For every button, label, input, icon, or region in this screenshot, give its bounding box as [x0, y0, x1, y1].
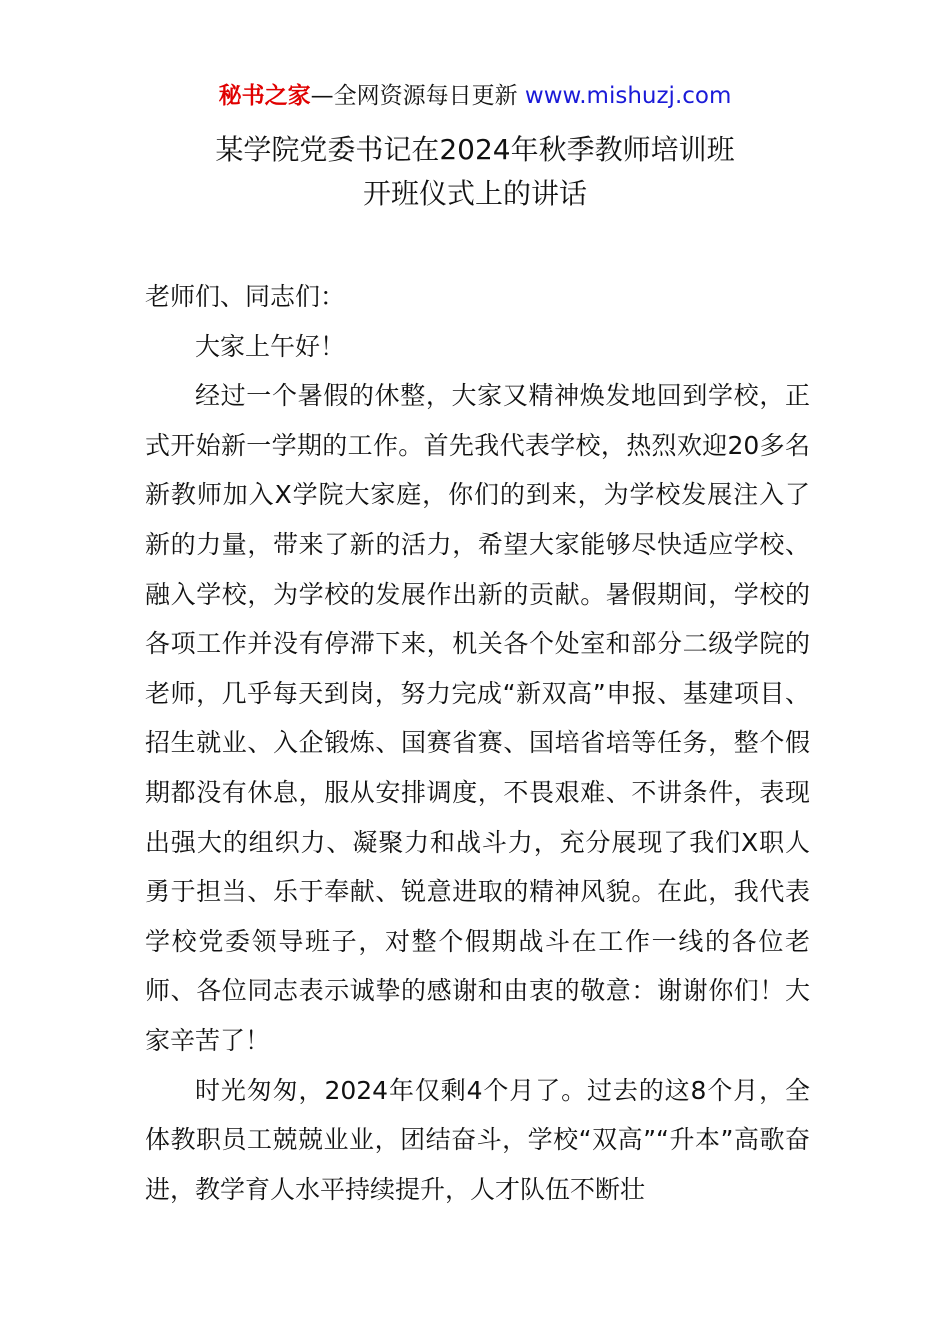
banner-url-link[interactable]: www.mishuzj.com — [524, 83, 732, 109]
paragraph-2: 时光匆匆，2024年仅剩4个月了。过去的这8个月，全体教职员工兢兢业业，团结奋斗，学校“双高”“升本”高歌奋进，教学育人水平持续提升，人才队伍不断壮 — [145, 1075, 810, 1204]
greeting: 大家上午好！ — [195, 331, 346, 361]
document-title — [0, 128, 950, 216]
site-banner — [0, 80, 950, 112]
banner-tagline: —全网资源每日更新 — [310, 83, 518, 109]
document-body — [145, 272, 810, 1214]
paragraph-1: 经过一个暑假的休整，大家又精神焕发地回到学校，正式开始新一学期的工作。首先我代表学校，热烈欢迎20多名新教师加入X学院大家庭，你们的到来，为学校发展注入了新的力量，带来了新的活力，希望大家能够尽快适应学校、融入学校，为学校的发展作出新的贡献。暑假期间，学校的各项工作并没有停滞下来，机关各个处室和部分二级学院的老师，几乎每天到岗，努力完成“新双高”申报、基建项目、招生就业、入企锻炼、国赛省赛、国培省培等任务，整个假期都没有休息，服从安排调度，不畏艰难、不讲条件，表现出强大的组织力、凝聚力和战斗力，充分展现了我们X职人勇于担当、乐于奉献、锐意进取的精神风貌。在此，我代表学校党委领导班子，对整个假期战斗在工作一线的各位老师、各位同志表示诚挚的感谢和由衷的敬意：谢谢你们！大家辛苦了！ — [145, 381, 810, 1055]
salutation: 老师们、同志们： — [145, 282, 346, 311]
title-line-1: 某学院党委书记在2024年秋季教师培训班 — [215, 133, 735, 166]
title-line-2: 开班仪式上的讲话 — [362, 177, 587, 210]
banner-brand: 秘书之家 — [218, 83, 311, 109]
